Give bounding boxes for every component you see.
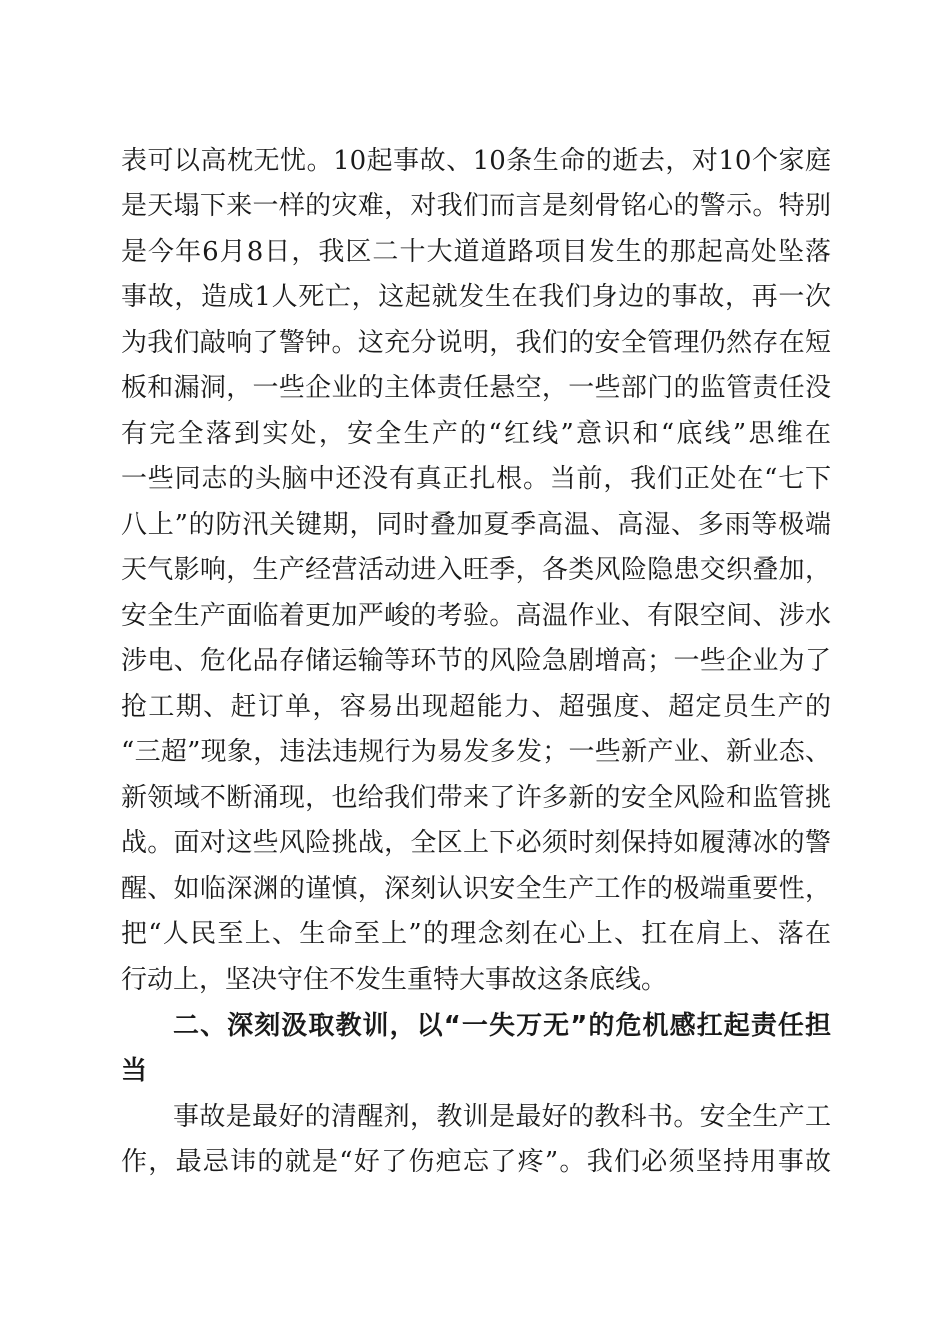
paragraph-line: 板和漏洞，一些企业的主体责任悬空，一些部门的监管责任没 (121, 373, 831, 403)
section-heading: 当 (121, 1056, 148, 1086)
paragraph-line: 行动上，坚决守住不发生重特大事故这条底线。 (121, 965, 668, 995)
paragraph-line: 事故，造成1人死亡，这起就发生在我们身边的事故，再一次 (121, 282, 831, 312)
paragraph-line: 涉电、危化品存储运输等环节的风险急剧增高；一些企业为了 (121, 646, 831, 676)
paragraph-line: 安全生产面临着更加严峻的考验。高温作业、有限空间、涉水 (121, 601, 831, 631)
paragraph-line: 天气影响，生产经营活动进入旺季，各类风险隐患交织叠加， (121, 555, 831, 585)
paragraph-line: 战。面对这些风险挑战，全区上下必须时刻保持如履薄冰的警 (121, 828, 831, 858)
paragraph-line: 表可以高枕无忧。10起事故、10条生命的逝去，对10个家庭 (121, 146, 831, 176)
paragraph-line: 为我们敲响了警钟。这充分说明，我们的安全管理仍然存在短 (121, 328, 831, 358)
paragraph-line: 事故是最好的清醒剂，教训是最好的教科书。安全生产工 (173, 1102, 831, 1132)
paragraph-line: 是今年6月8日，我区二十大道道路项目发生的那起高处坠落 (121, 237, 831, 267)
paragraph-line: 八上”的防汛关键期，同时叠加夏季高温、高湿、多雨等极端 (121, 510, 831, 540)
paragraph-line: 抢工期、赶订单，容易出现超能力、超强度、超定员生产的 (121, 692, 831, 722)
paragraph-line: 作，最忌讳的就是“好了伤疤忘了疼”。我们必须坚持用事故 (121, 1147, 831, 1177)
paragraph-line: 把“人民至上、生命至上”的理念刻在心上、扛在肩上、落在 (121, 919, 831, 949)
paragraph-line: 是天塌下来一样的灾难，对我们而言是刻骨铭心的警示。特别 (121, 191, 831, 221)
section-heading: 二、深刻汲取教训，以“一失万无”的危机感扛起责任担 (173, 1011, 831, 1041)
paragraph-line: 一些同志的头脑中还没有真正扎根。当前，我们正处在“七下 (121, 464, 831, 494)
paragraph-line: 有完全落到实处，安全生产的“红线”意识和“底线”思维在 (121, 419, 831, 449)
paragraph-line: 醒、如临深渊的谨慎，深刻认识安全生产工作的极端重要性， (121, 874, 831, 904)
paragraph-line: 新领域不断涌现，也给我们带来了许多新的安全风险和监管挑 (121, 783, 831, 813)
paragraph-line: “三超”现象，违法违规行为易发多发；一些新产业、新业态、 (121, 737, 831, 767)
